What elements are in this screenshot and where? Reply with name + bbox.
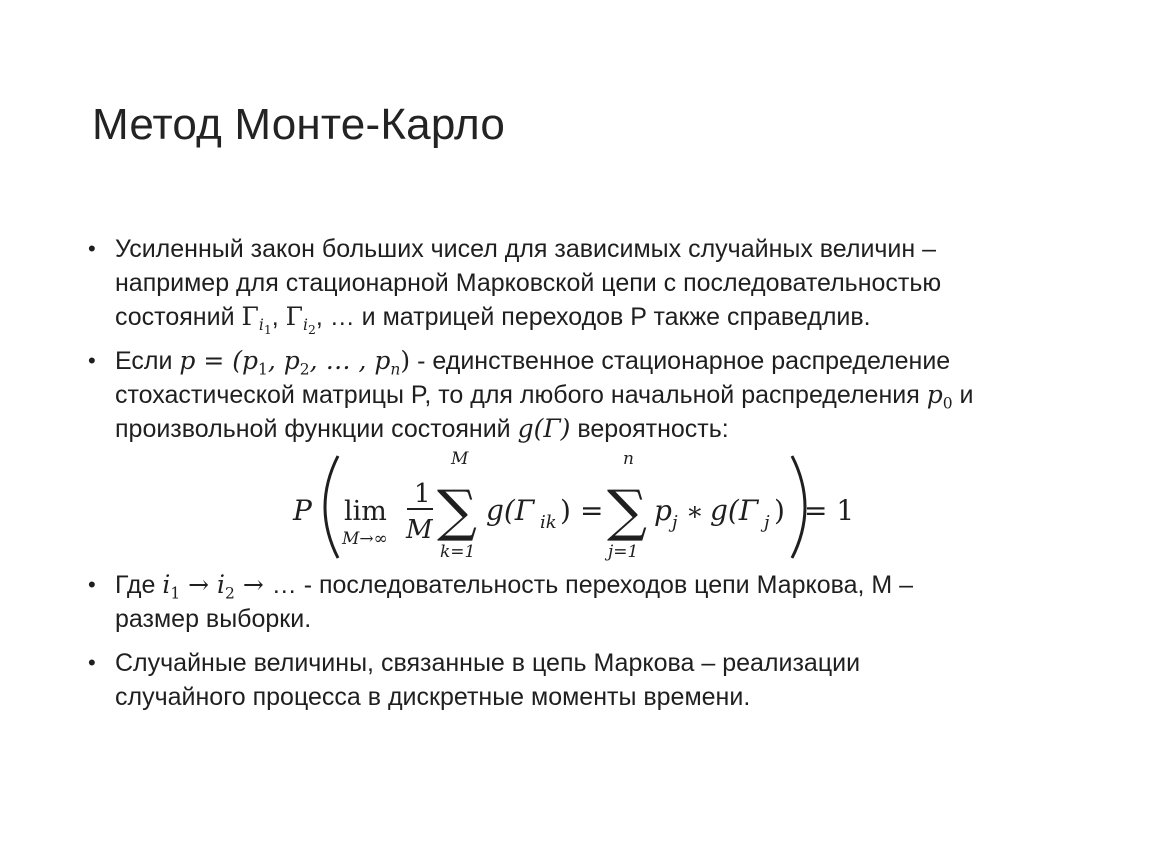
bullet-strong-law bbox=[88, 232, 1078, 337]
formula-lim: lim bbox=[344, 496, 387, 527]
i2: i bbox=[217, 570, 226, 599]
subscript-1: 1 bbox=[170, 584, 181, 603]
formula-svg bbox=[88, 446, 1078, 568]
gamma-symbol-2: Γ bbox=[285, 302, 303, 331]
bullet-1-line-1: Усиленный закон больших чисел для зависимых случайных величин – bbox=[115, 235, 937, 263]
sum1-bottom: k=1 bbox=[440, 542, 476, 562]
formula-close-2: ) bbox=[774, 494, 785, 527]
bullet-random-values bbox=[88, 646, 1078, 714]
bullet-3-line-1 bbox=[115, 568, 1078, 602]
formula-sub-ik: ik bbox=[540, 512, 557, 533]
formula-g-gamma-ik: g(Γ bbox=[486, 494, 535, 527]
arrow-1: → bbox=[180, 570, 218, 599]
bullet-dot: • bbox=[88, 236, 96, 261]
bullet-1-line-3 bbox=[115, 300, 1078, 337]
bullet-2-line-2-suffix: и bbox=[952, 381, 974, 409]
subscript-i: i bbox=[258, 316, 264, 335]
formula-g-gamma-j: g(Γ bbox=[710, 494, 759, 527]
arrow-2: → bbox=[234, 570, 272, 599]
bullet-4-line-2: случайного процесса в дискретные моменты времени. bbox=[115, 683, 751, 711]
p-dots: , … , p bbox=[309, 346, 391, 375]
formula-pj: p bbox=[654, 494, 672, 527]
subscript-2: 2 bbox=[225, 584, 235, 603]
subscript-1: 1 bbox=[258, 360, 268, 379]
formula-sub-j-2: j bbox=[764, 512, 770, 533]
bullet-1-line-2: например для стационарной Марковской цепи с последовательностью bbox=[115, 269, 942, 297]
bullet-1-line-3-prefix: состояний bbox=[115, 303, 242, 331]
bullet-dot: • bbox=[88, 572, 96, 597]
formula-sub-j: j bbox=[672, 512, 678, 533]
left-paren bbox=[325, 456, 338, 558]
gamma-symbol: Γ bbox=[241, 302, 259, 331]
i1: i bbox=[162, 570, 171, 599]
formula-close-1: ) bbox=[560, 494, 571, 527]
p2: , p bbox=[267, 346, 300, 375]
formula-P: P bbox=[293, 494, 312, 527]
bullet-list bbox=[88, 232, 1078, 714]
sum2-sigma: ∑ bbox=[607, 479, 647, 544]
bullet-2-line-3 bbox=[115, 412, 1078, 446]
g-gamma: g(Γ) bbox=[517, 414, 571, 443]
subscript-1: 1 bbox=[263, 321, 272, 337]
formula-equals: = bbox=[580, 494, 604, 527]
comma: , bbox=[271, 303, 279, 331]
bullet-3-line-2: размер выборки. bbox=[115, 605, 312, 633]
bullet-3-prefix: Где bbox=[115, 571, 163, 599]
bullet-4-line-1: Случайные величины, связанные в цепь Маркова – реализации bbox=[115, 649, 861, 677]
bullet-3-suffix: … - последовательность переходов цепи Маркова, M – bbox=[271, 571, 914, 599]
bullet-2-line-3-prefix: произвольной функции состояний bbox=[115, 415, 518, 443]
formula-lim-sub: M→∞ bbox=[342, 529, 388, 549]
subscript-0: 0 bbox=[942, 394, 953, 413]
slide-title: Метод Монте-Карло bbox=[92, 100, 506, 149]
bullet-dot: • bbox=[88, 348, 96, 373]
bullet-2-suffix: - единственное стационарное распределение bbox=[410, 347, 951, 375]
bullet-2-prefix: Если bbox=[115, 347, 180, 375]
sum1-sigma: ∑ bbox=[437, 479, 477, 544]
sum2-bottom: j=1 bbox=[608, 542, 639, 562]
bullet-2-line-3-suffix: вероятность: bbox=[570, 415, 729, 443]
bullet-2-line-2 bbox=[115, 378, 1078, 412]
bullet-2-line-1 bbox=[115, 344, 1078, 378]
formula-rhs: = 1 bbox=[804, 494, 855, 527]
close-paren: ) bbox=[400, 346, 411, 375]
bullet-transitions bbox=[88, 568, 1078, 636]
sum2-top: n bbox=[623, 449, 634, 469]
p0: p bbox=[926, 380, 943, 409]
formula-times: ∗ bbox=[686, 497, 704, 527]
bullet-2-line-2-prefix: стохастической матрицы P, то для любого начальной распределения bbox=[115, 381, 927, 409]
formula-frac-num: 1 bbox=[414, 479, 431, 509]
bullet-stationary-distribution bbox=[88, 344, 1078, 446]
p-definition: p = (p bbox=[179, 346, 259, 375]
subscript-2: 2 bbox=[307, 321, 316, 337]
bullet-dot: • bbox=[88, 650, 96, 675]
ergodic-formula bbox=[88, 446, 1078, 568]
sum1-top: M bbox=[451, 449, 469, 469]
subscript-i-2: i bbox=[302, 316, 308, 335]
bullet-1-line-3-suffix: , … и матрицей переходов P также справедлив. bbox=[315, 303, 871, 331]
formula-frac-den: M bbox=[406, 515, 433, 545]
subscript-2: 2 bbox=[299, 360, 310, 379]
subscript-n: n bbox=[390, 360, 401, 379]
